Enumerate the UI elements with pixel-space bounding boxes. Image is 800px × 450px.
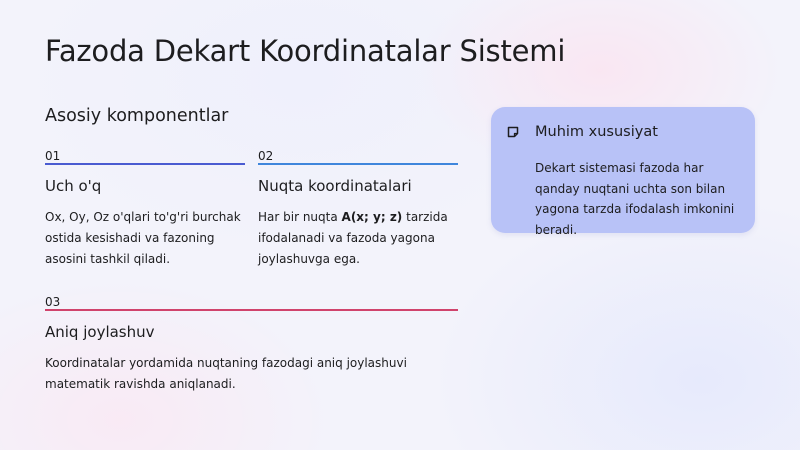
- point-notation: A(x; y; z): [341, 210, 403, 224]
- callout-text: Dekart sistemasi fazoda har qanday nuqtani uchta son bilan yagona tarzda ifodalash imkonini beradi.: [535, 161, 735, 237]
- item-divider: [45, 163, 245, 165]
- component-item-axes: [45, 149, 245, 270]
- key-feature-callout: [491, 107, 755, 237]
- page-title: Fazoda Dekart Koordinatalar Sistemi: [45, 34, 566, 68]
- item-description: Koordinatalar yordamida nuqtaning fazodagi aniq joylashuvi matematik ravishda aniqlanadi.: [45, 356, 407, 391]
- callout-title: Muhim xususiyat: [535, 124, 658, 140]
- component-item-point-coordinates: [258, 149, 458, 270]
- section-title: Asosiy komponentlar: [45, 106, 229, 126]
- item-number: 01: [45, 149, 61, 163]
- item-description-text: Har bir nuqta: [258, 210, 342, 224]
- component-item-exact-location: [45, 295, 458, 395]
- item-title: Nuqta koordinatalari: [258, 177, 412, 195]
- item-title: Uch o'q: [45, 177, 102, 195]
- item-number: 03: [45, 295, 61, 309]
- item-title: Aniq joylashuv: [45, 323, 155, 341]
- item-description-text: tarzida ifodalanadi va fazoda yagona joylashuvga ega.: [258, 210, 448, 266]
- item-description: [258, 207, 458, 270]
- item-description: Ox, Oy, Oz o'qlari to'g'ri burchak ostida kesishadi va fazoning asosini tashkil qiladi.: [45, 210, 241, 266]
- item-divider: [45, 309, 458, 311]
- item-number: 02: [258, 149, 274, 163]
- item-divider: [258, 163, 458, 165]
- note-icon: [507, 126, 519, 138]
